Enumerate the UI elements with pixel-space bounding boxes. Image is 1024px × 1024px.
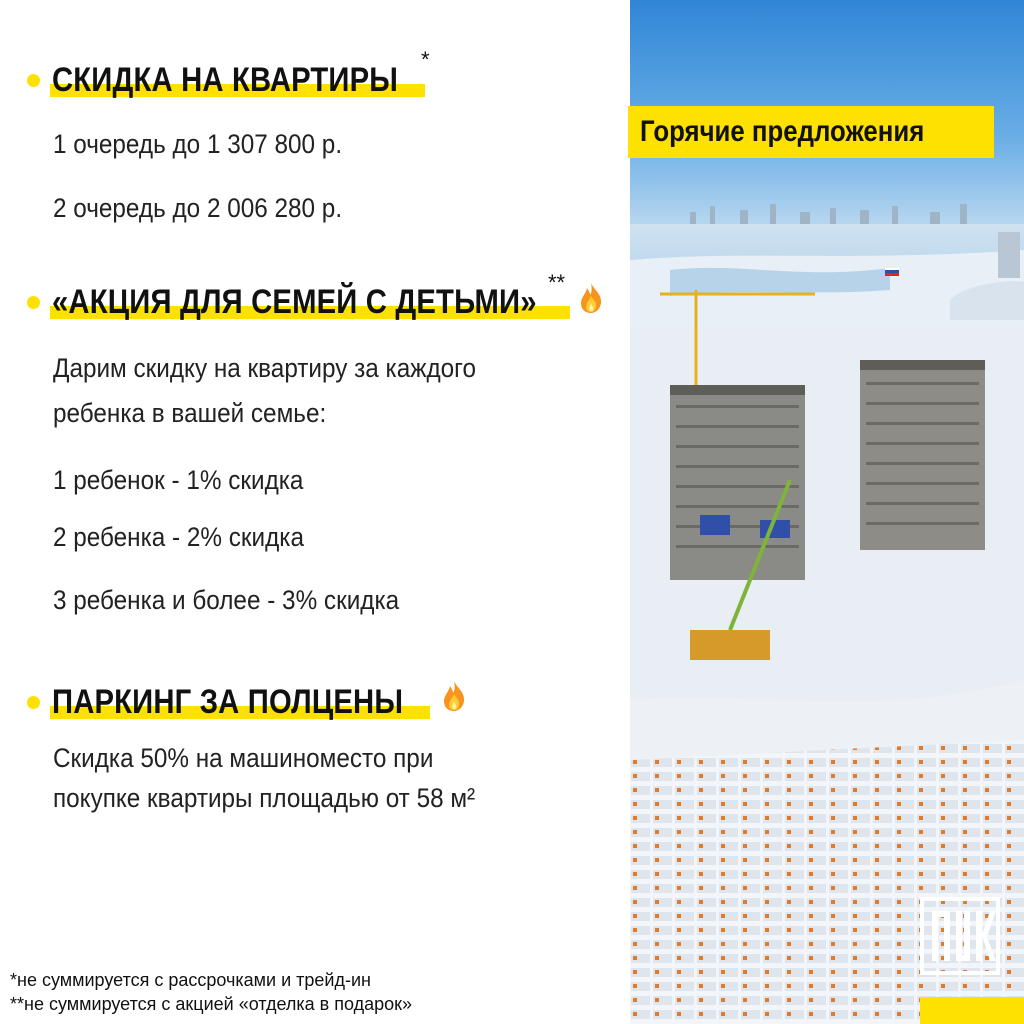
family-intro-line-2: ребенка в вашей семье:	[53, 398, 327, 428]
parking-line-1: Скидка 50% на машиноместо при	[53, 743, 434, 773]
pik-logo	[920, 897, 1000, 975]
discount-title: СКИДКА НА КВАРТИРЫ	[52, 61, 399, 99]
bullet-dot	[27, 296, 40, 309]
family-tier-3: 3 ребенка и более - 3% скидка	[53, 585, 400, 615]
parking-line-2: покупке квартиры площадью от 58 м²	[53, 783, 476, 813]
family-promo-title: «АКЦИЯ ДЛЯ СЕМЕЙ С ДЕТЬМИ»	[52, 283, 537, 321]
bullet-dot	[27, 74, 40, 87]
logo-accent-bar	[920, 997, 1024, 1024]
family-tier-2: 2 ребенка - 2% скидка	[53, 522, 304, 552]
hot-offers-label	[628, 106, 994, 158]
discount-line-1: 1 очередь до 1 307 800 р.	[53, 129, 343, 159]
fire-icon	[578, 282, 604, 314]
family-tier-1: 1 ребенок - 1% скидка	[53, 465, 304, 495]
bullet-dot	[27, 696, 40, 709]
footnote-mark: *	[421, 47, 430, 72]
discount-line-2: 2 очередь до 2 006 280 р.	[53, 193, 343, 223]
footnote-mark: **	[548, 270, 566, 295]
parking-title: ПАРКИНГ ЗА ПОЛЦЕНЫ	[52, 683, 404, 721]
footnote-2: **не суммируется с акцией «отделка в подарок»	[10, 994, 413, 1014]
hot-offers-text: Горячие предложения	[640, 115, 925, 148]
footnote-1: *не суммируется с рассрочками и трейд-ин	[10, 970, 371, 990]
fire-icon	[441, 680, 467, 712]
family-intro-line-1: Дарим скидку на квартиру за каждого	[53, 353, 477, 383]
